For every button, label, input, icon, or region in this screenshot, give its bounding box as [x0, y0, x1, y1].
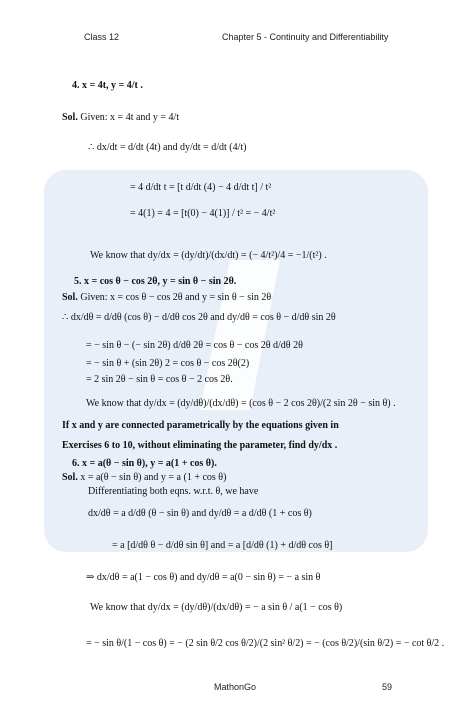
- math-line-q5-sol-1: ∴ dx/dθ = d/dθ (cos θ) − d/dθ cos 2θ and dy/dθ = cos θ − d/dθ sin 2θ: [62, 312, 336, 323]
- math-line-q4-sol-2: = 4 d/dt t = [t d/dt (4) − 4 d/dt t] / t²: [130, 182, 272, 193]
- math-line-q6: 6. x = a(θ − sin θ), y = a(1 + cos θ).: [72, 458, 217, 469]
- math-line-q6-sol-5: = − sin θ/(1 − cos θ) = − (2 sin θ/2 cos θ/2)/(2 sin² θ/2) = − (cos θ/2)/(sin θ/2) = − cot θ/2 .: [86, 638, 445, 649]
- math-line-q6-sol-1: dx/dθ = a d/dθ (θ − sin θ) and dy/dθ = a d/dθ (1 + cos θ): [88, 508, 312, 519]
- math-line-q4-sol-given: Sol. Given: x = 4t and y = 4/t: [62, 112, 180, 123]
- page-header-class: Class 12: [84, 32, 120, 42]
- solution-label: Sol.: [62, 472, 78, 483]
- page-header-chapter: Chapter 5 - Continuity and Differentiability: [222, 32, 389, 42]
- math-line-q6-sol-4: We know that dy/dx = (dy/dθ)/(dx/dθ) = − a sin θ / a(1 − cos θ): [90, 602, 343, 613]
- math-line-q6-sol-diff: Differentiating both eqns. w.r.t. θ, we have: [88, 486, 259, 497]
- math-line-q5-sol-4: = 2 sin 2θ − sin θ = cos θ − 2 cos 2θ.: [86, 374, 233, 385]
- math-line-q5: 5. x = cos θ − cos 2θ, y = sin θ − sin 2θ.: [74, 276, 237, 287]
- math-line-q5-sol-2: = − sin θ − (− sin 2θ) d/dθ 2θ = cos θ − cos 2θ d/dθ 2θ: [86, 340, 303, 351]
- math-line-q4: 4. x = 4t, y = 4/t .: [72, 80, 143, 91]
- math-line-q5-sol-3: = − sin θ + (sin 2θ) 2 = cos θ − cos 2θ(2): [86, 358, 250, 369]
- math-line-q6-sol-3: ⇒ dx/dθ = a(1 − cos θ) and dy/dθ = a(0 − sin θ) = − a sin θ: [86, 572, 321, 583]
- math-line-q6-sol-2: = a [d/dθ θ − d/dθ sin θ] and = a [d/dθ (1) + d/dθ cos θ]: [112, 540, 333, 551]
- solution-label: Sol.: [62, 112, 78, 123]
- math-line-q4-sol-4: We know that dy/dx = (dy/dt)/(dx/dt) = (− 4/t²)/4 = −1/(t²) .: [90, 250, 327, 261]
- math-line-q6-sol-given: Sol. x = a(θ − sin θ) and y = a (1 + cos θ): [62, 472, 227, 483]
- math-line-q4-sol-3: = 4(1) = 4 = [t(0) − 4(1)] / t² = − 4/t²: [130, 208, 276, 219]
- page-footer-brand: MathonGo: [214, 682, 257, 692]
- solution-label: Sol.: [62, 292, 78, 303]
- math-line-instr-1: If x and y are connected parametrically by the equations given in: [62, 420, 339, 431]
- math-line-q5-sol-given: Sol. Given: x = cos θ − cos 2θ and y = sin θ − sin 2θ: [62, 292, 272, 303]
- math-line-q5-sol-5: We know that dy/dx = (dy/dθ)/(dx/dθ) = (cos θ − 2 cos 2θ)/(2 sin 2θ − sin θ) .: [86, 398, 396, 409]
- math-line-instr-2: Exercises 6 to 10, without eliminating the parameter, find dy/dx .: [62, 440, 338, 451]
- math-line-q4-sol-1: ∴ dx/dt = d/dt (4t) and dy/dt = d/dt (4/t): [88, 142, 247, 153]
- page-footer-number: 59: [382, 682, 393, 692]
